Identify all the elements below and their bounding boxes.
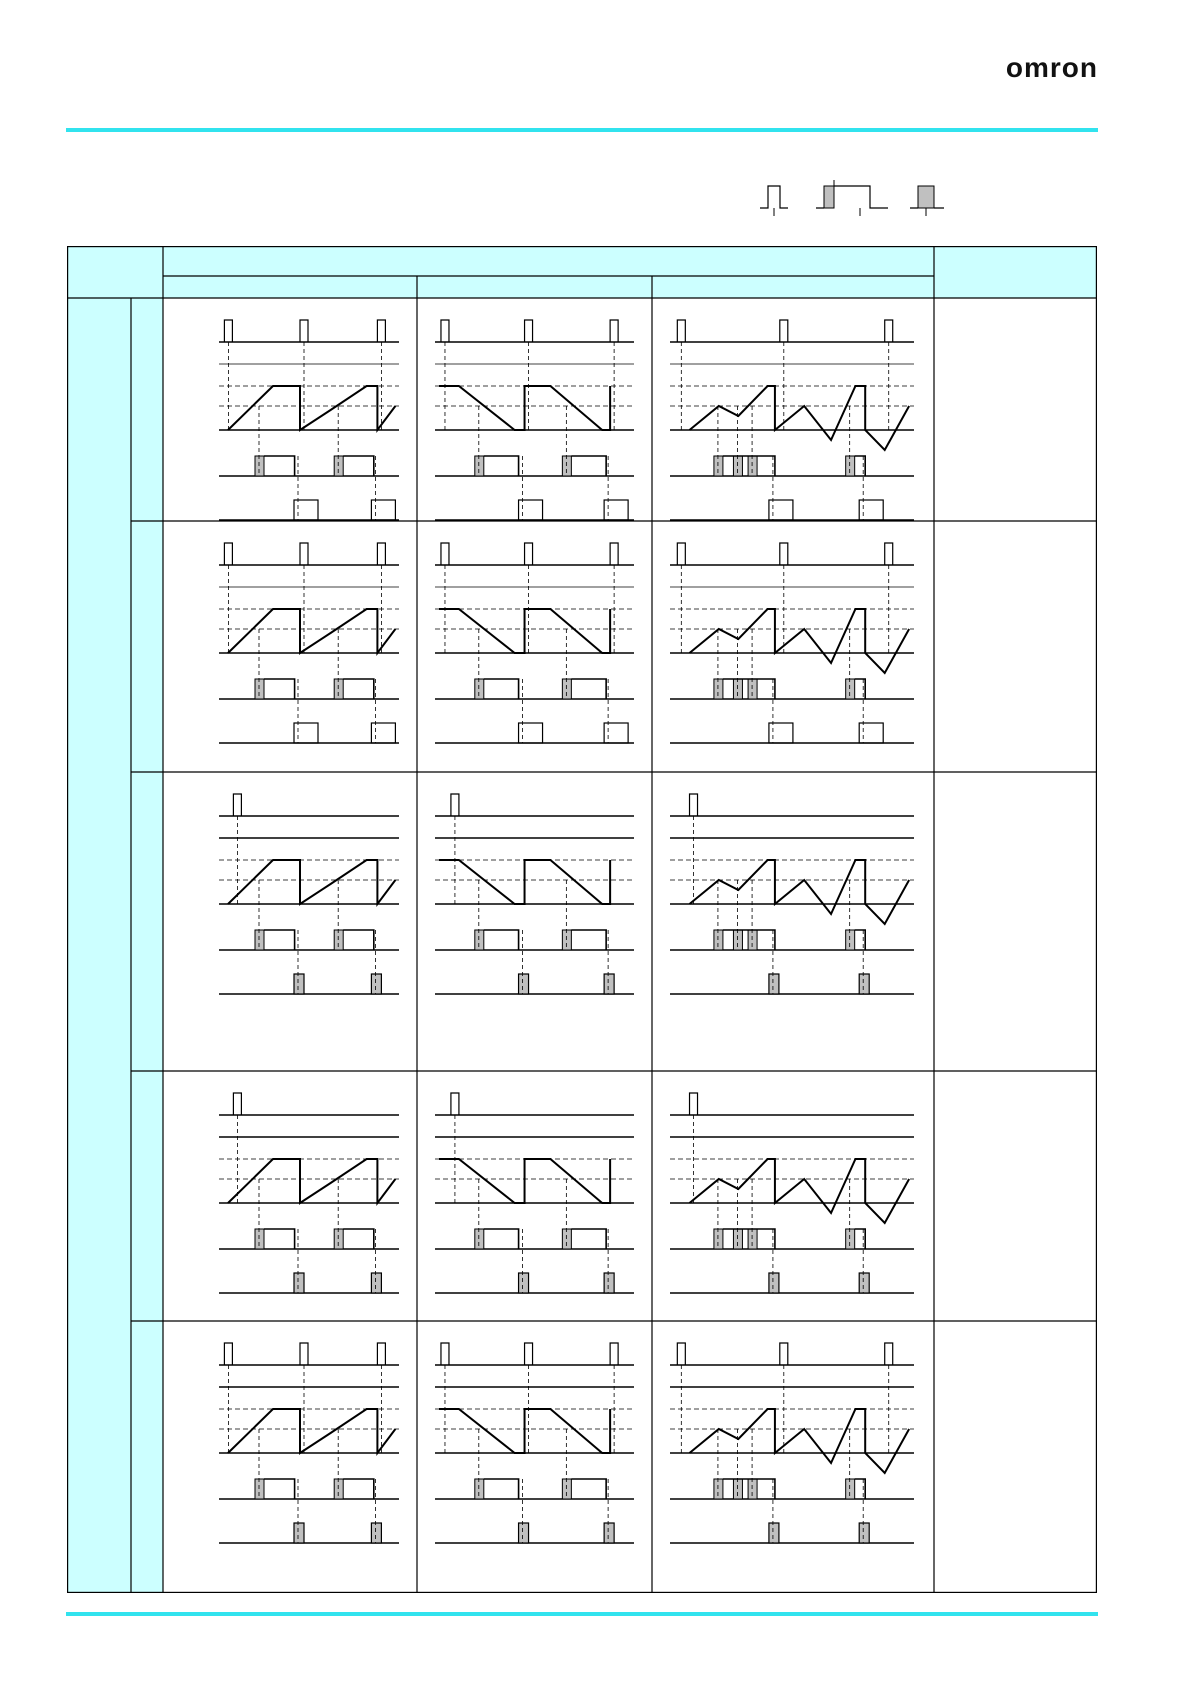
output1-shaded-pulse [714, 930, 723, 950]
header-band [67, 246, 1097, 298]
output1-shaded-pulse [334, 1479, 343, 1499]
timing-diagram-r2c1 [219, 543, 399, 743]
output1-shaded-pulse [475, 679, 484, 699]
top-rule [66, 128, 1098, 132]
output1-hold-bar [855, 456, 866, 476]
output2-pulse [294, 500, 318, 520]
output1-shaded-pulse [334, 456, 343, 476]
measurement-waveform [690, 1159, 910, 1223]
output2-pulse [294, 1273, 304, 1293]
output1-shaded-pulse [562, 1479, 571, 1499]
output1-shaded-pulse [748, 1229, 757, 1249]
input-pulse [885, 1343, 893, 1365]
output1-shaded-pulse [714, 1229, 723, 1249]
output2-pulse [294, 1523, 304, 1543]
output1-shaded-pulse [748, 456, 757, 476]
output1-shaded-pulse [748, 930, 757, 950]
output1-shaded-pulse [255, 1229, 264, 1249]
input-pulse [224, 543, 232, 565]
input-pulse [780, 1343, 788, 1365]
output1-hold-bar [484, 1479, 519, 1499]
output2-pulse [859, 974, 869, 994]
output1-shaded-pulse [846, 1479, 855, 1499]
output1-hold-bar [484, 1229, 519, 1249]
input-pulse [677, 543, 685, 565]
measurement-waveform [690, 609, 910, 673]
measurement-waveform [228, 860, 395, 904]
output1-shaded-pulse [846, 1229, 855, 1249]
output2-pulse [769, 500, 793, 520]
output2-pulse [519, 500, 543, 520]
output1-shaded-pulse [846, 456, 855, 476]
input-pulse [224, 320, 232, 342]
timing-diagram-r4c3 [670, 1093, 914, 1293]
measurement-waveform [228, 609, 395, 653]
input-pulse [451, 1093, 459, 1115]
output1-hold-bar [571, 930, 606, 950]
output2-pulse [371, 500, 395, 520]
measurement-waveform [690, 386, 910, 450]
output1-hold-bar [484, 679, 519, 699]
input-pulse [525, 1343, 533, 1365]
timing-table [67, 246, 1097, 1593]
output1-shaded-pulse [714, 456, 723, 476]
output1-shaded-pulse [748, 679, 757, 699]
input-pulse [885, 320, 893, 342]
output2-pulse [604, 500, 628, 520]
output2-pulse [519, 723, 543, 743]
output1-hold-bar [264, 456, 295, 476]
input-pulse [377, 320, 385, 342]
output2-pulse [859, 723, 883, 743]
output1-hold-bar [264, 1479, 295, 1499]
output1-hold-bar [343, 679, 374, 699]
output2-pulse [519, 1273, 529, 1293]
output1-shaded-pulse [255, 456, 264, 476]
measurement-waveform [439, 386, 610, 430]
output1-hold-bar [264, 1229, 295, 1249]
output1-hold-bar [264, 679, 295, 699]
output1-shaded-pulse [733, 456, 742, 476]
timing-diagram-r2c2 [435, 543, 634, 743]
output2-pulse [294, 723, 318, 743]
measurement-waveform [690, 1409, 910, 1473]
measurement-waveform [439, 860, 610, 904]
left-label-band [67, 298, 163, 1593]
output1-hold-bar [343, 1229, 374, 1249]
measurement-waveform [439, 1159, 610, 1203]
notes-column [934, 298, 1097, 1593]
measurement-waveform [439, 609, 610, 653]
input-pulse [441, 320, 449, 342]
output2-pulse [859, 1273, 869, 1293]
output2-pulse [371, 1273, 381, 1293]
output1-shaded-pulse [562, 1229, 571, 1249]
input-pulse [441, 543, 449, 565]
output2-pulse [604, 1273, 614, 1293]
output1-hold-bar [484, 456, 519, 476]
input-pulse [300, 543, 308, 565]
output1-shaded-pulse [733, 1479, 742, 1499]
output1-hold-bar [571, 456, 606, 476]
timing-diagram-r4c1 [219, 1093, 399, 1293]
output2-pulse [371, 974, 381, 994]
legend [750, 172, 960, 220]
input-pulse [525, 543, 533, 565]
output1-shaded-pulse [562, 679, 571, 699]
measurement-waveform [228, 1159, 395, 1203]
output1-hold-bar [855, 679, 866, 699]
timing-diagram-r5c1 [219, 1343, 399, 1543]
input-pulse [677, 320, 685, 342]
input-pulse [377, 1343, 385, 1365]
timing-diagram-r1c2 [435, 320, 634, 520]
output1-hold-bar [343, 1479, 374, 1499]
input-pulse [690, 1093, 698, 1115]
input-pulse [451, 794, 459, 816]
shaded-pulse-symbol [910, 186, 944, 216]
input-pulse [233, 794, 241, 816]
output1-shaded-pulse [846, 679, 855, 699]
output2-pulse [371, 1523, 381, 1543]
output1-shaded-pulse [714, 1479, 723, 1499]
output1-shaded-pulse [255, 930, 264, 950]
output2-pulse [859, 500, 883, 520]
timing-diagram-r4c2 [435, 1093, 634, 1293]
output2-pulse [859, 1523, 869, 1543]
input-pulse [525, 320, 533, 342]
output2-pulse [604, 1523, 614, 1543]
input-pulse [780, 320, 788, 342]
timing-diagram-r5c3 [670, 1343, 914, 1543]
input-pulse [677, 1343, 685, 1365]
output1-hold-bar [571, 679, 606, 699]
output1-hold-bar [343, 930, 374, 950]
output1-shaded-pulse [846, 930, 855, 950]
output1-shaded-pulse [255, 679, 264, 699]
output1-hold-bar [343, 456, 374, 476]
measurement-waveform [228, 1409, 395, 1453]
output1-shaded-pulse [334, 930, 343, 950]
timing-diagram-r3c1 [219, 794, 399, 994]
input-pulse [780, 543, 788, 565]
timing-diagram-r1c1 [219, 320, 399, 520]
input-pulse [885, 543, 893, 565]
measurement-waveform [690, 860, 910, 924]
timing-diagram-r3c3 [670, 794, 914, 994]
timing-diagram-r1c3 [670, 320, 914, 520]
measurement-waveform [439, 1409, 610, 1453]
input-pulse [377, 543, 385, 565]
output2-pulse [769, 723, 793, 743]
output2-pulse [371, 723, 395, 743]
output1-hold-bar [855, 930, 866, 950]
output1-shaded-pulse [733, 930, 742, 950]
output1-shaded-pulse [714, 679, 723, 699]
output1-shaded-pulse [334, 679, 343, 699]
output1-shaded-pulse [733, 679, 742, 699]
output1-shaded-pulse [475, 1479, 484, 1499]
output1-hold-bar [855, 1479, 866, 1499]
output2-pulse [519, 974, 529, 994]
output1-hold-bar [264, 930, 295, 950]
output1-shaded-pulse [475, 456, 484, 476]
input-pulse [610, 320, 618, 342]
input-pulse [300, 1343, 308, 1365]
input-pulse [690, 794, 698, 816]
timing-diagram-r2c3 [670, 543, 914, 743]
output2-pulse [604, 723, 628, 743]
pulse-symbol [760, 186, 788, 208]
output1-shaded-pulse [475, 1229, 484, 1249]
output2-pulse [769, 974, 779, 994]
output2-pulse [769, 1523, 779, 1543]
input-pulse [610, 543, 618, 565]
output1-hold-bar [571, 1479, 606, 1499]
input-pulse [224, 1343, 232, 1365]
output2-pulse [519, 1523, 529, 1543]
hold-bar-symbol [816, 180, 888, 216]
output1-shaded-pulse [562, 456, 571, 476]
output2-pulse [604, 974, 614, 994]
input-pulse [233, 1093, 241, 1115]
output1-hold-bar [571, 1229, 606, 1249]
input-pulse [610, 1343, 618, 1365]
brand-logo: omron [1005, 52, 1098, 83]
output1-shaded-pulse [475, 930, 484, 950]
input-pulse [300, 320, 308, 342]
output1-shaded-pulse [255, 1479, 264, 1499]
bottom-rule [66, 1612, 1098, 1616]
output1-shaded-pulse [562, 930, 571, 950]
output1-hold-bar [484, 930, 519, 950]
input-pulse [441, 1343, 449, 1365]
output1-shaded-pulse [334, 1229, 343, 1249]
output2-pulse [294, 974, 304, 994]
timing-diagram-r3c2 [435, 794, 634, 994]
output1-hold-bar [855, 1229, 866, 1249]
output1-shaded-pulse [748, 1479, 757, 1499]
output2-pulse [769, 1273, 779, 1293]
measurement-waveform [228, 386, 395, 430]
output1-shaded-pulse [733, 1229, 742, 1249]
timing-diagram-r5c2 [435, 1343, 634, 1543]
